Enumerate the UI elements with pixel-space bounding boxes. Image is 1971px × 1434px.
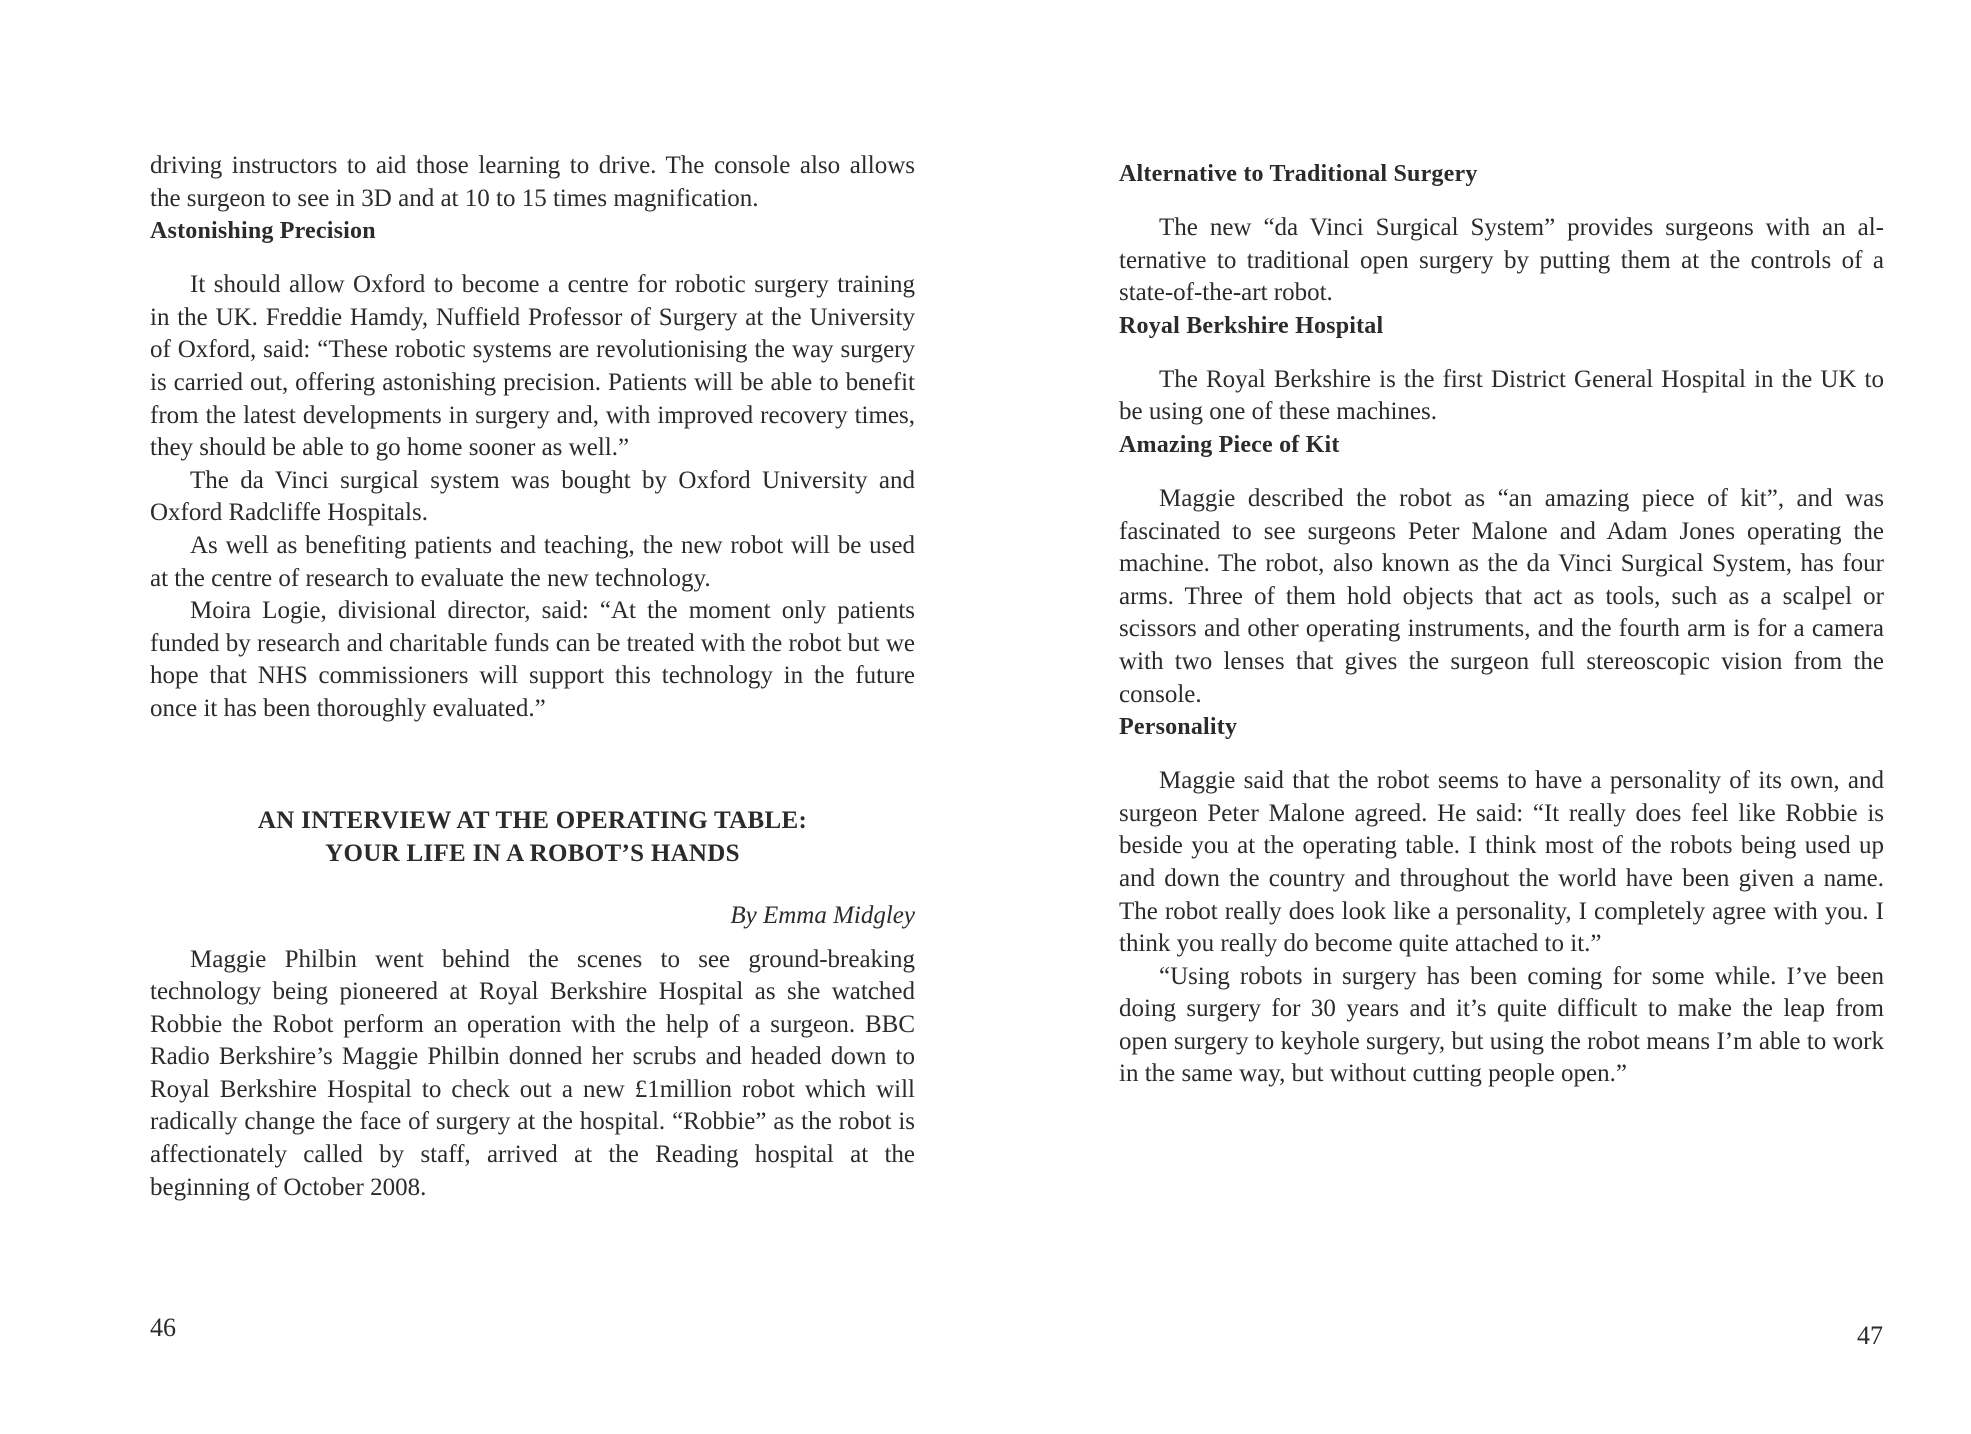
body-paragraph: Moira Logie, divisional director, said: “At the moment only patients funded by research and charitable funds can be treated with the robot but we hope that NHS commissioners will support this technology in the future once it has been thoroughly evaluated.” — [150, 597, 915, 722]
byline: By Emma Midgley — [730, 901, 915, 929]
page-number-right: 47 — [1857, 1321, 1883, 1350]
left-page-text-column — [150, 150, 915, 1204]
body-paragraph: “Using robots in surgery has been coming for some while. I’ve been doing surgery for 30 years and it’s quite difficult to make the leap from open surgery to keyhole surgery, but using the robot means I’m able to work in the same way, but without cutting people open.” — [1119, 962, 1884, 1088]
section-heading-personality: Personality — [1119, 714, 1238, 741]
intro-paragraph: driving instructors to aid those learning to drive. The console also allows the surgeon to see in 3D and at 10 to 15 times magnification. — [150, 152, 915, 212]
page-number-left: 46 — [150, 1313, 176, 1342]
article-title-line-1: AN INTERVIEW AT THE OPERATING TABLE: — [257, 806, 808, 834]
article-title — [150, 804, 915, 870]
body-paragraph: Maggie described the robot as “an amazing piece of kit”, and was fascinated to see surgeons Peter Malone and Adam Jones operating the machine. The robot, also known as the da Vinci Surgical System, has four arms. Three of them hold objects that act as tools, such as a scalpel or scissors and other operating instruments, and the fourth arm is for a camera with two lenses that gives the surgeon full stereoscopic vision from the console. — [1119, 484, 1884, 708]
section-heading-amazing-kit: Amazing Piece of Kit — [1119, 431, 1340, 458]
body-paragraph: The new “da Vinci Surgical System” provides surgeons with an alternative to traditional open surgery by putting them at the controls of a state-of-the-art robot. — [1119, 214, 1884, 307]
right-page-text-column — [1119, 158, 1884, 1091]
body-paragraph: The Royal Berkshire is the first District General Hospital in the UK to be using one of these machines. — [1119, 365, 1884, 426]
article-paragraph: Maggie Philbin went behind the scenes to see ground-breaking technology being pioneered at Royal Berkshire Hospital as she watched Robbie the Robot perform an operation with the help of a surgeon. BBC Radio Berkshire’s Maggie Philbin donned her scrubs and headed down to Royal Berkshire Hospital to check out a new £1million robot which will radically change the face of surgery at the hospital. “Robbie” as the robot is affectionately called by staff, arrived at the Reading hospital at the beginning of October 2008. — [150, 945, 915, 1201]
body-paragraph: Maggie said that the robot seems to have a personality of its own, and surgeon Peter Malone agreed. He said: “It really does feel like Robbie is beside you at the operating table. I think most of the robots being used up and down the country and throughout the world have been given a name. The robot really does look like a personality, I completely agree with you. I think you really do become quite attached to it.” — [1119, 767, 1884, 958]
section-heading-royal-berkshire: Royal Berkshire Hospital — [1119, 312, 1384, 339]
body-paragraph: It should allow Oxford to become a centre for robotic surgery training in the UK. Freddie Hamdy, Nuffield Professor of Surgery at the University of Oxford, said: “These robotic systems are revolutionising the way surgery is carried out, offering astonishing precision. Patients will be able to benefit from the latest developments in surgery and, with improved recovery times, they should be able to go home sooner as well.” — [150, 271, 915, 462]
body-paragraph: The da Vinci surgical system was bought by Oxford University and Oxford Radcliffe Hospitals. — [150, 466, 915, 527]
section-heading-alternative: Alternative to Traditional Surgery — [1119, 161, 1478, 187]
right-page — [985, 0, 1971, 1434]
section-heading-astonishing-precision: Astonishing Precision — [150, 218, 376, 245]
article-title-line-2: YOUR LIFE IN A ROBOT’S HANDS — [325, 839, 740, 867]
left-page — [0, 0, 985, 1434]
body-paragraph: As well as benefiting patients and teaching, the new robot will be used at the centre of research to evaluate the new technology. — [150, 531, 915, 592]
